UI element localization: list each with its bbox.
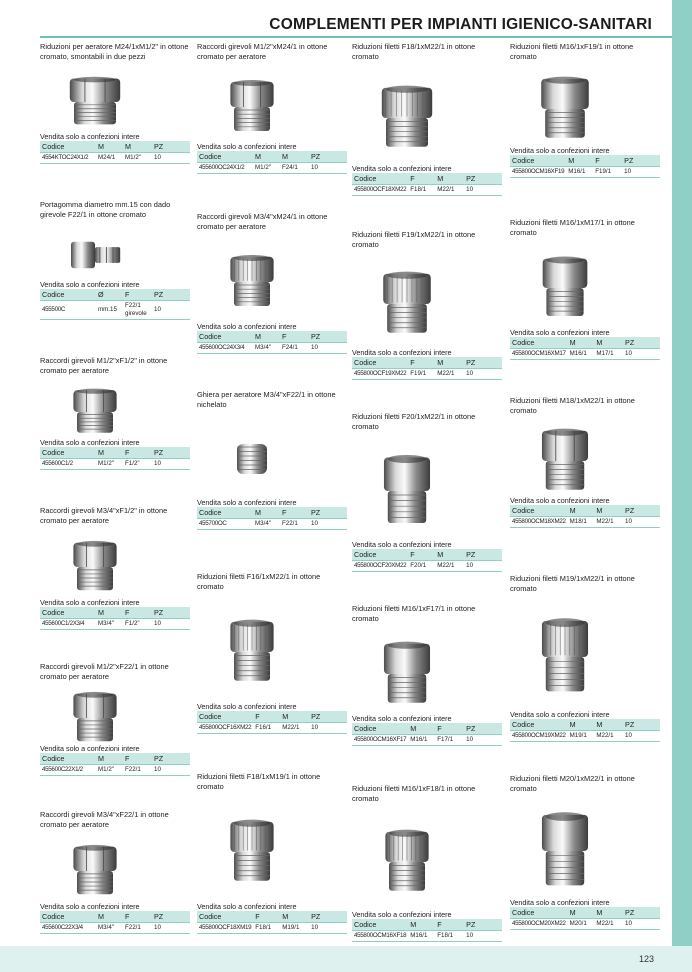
- sold-in-full-packs-label: Vendita solo a confezioni intere: [40, 744, 140, 753]
- spec-value-cell: M22/1: [435, 561, 464, 572]
- spec-header-cell: M: [594, 719, 623, 731]
- spec-header-cell: F: [408, 173, 435, 185]
- spec-table: [510, 719, 660, 742]
- product-name: Raccordi girevoli M3/4"xF1/2" in ottone cromato per aeratore: [40, 506, 168, 525]
- spec-header-cell: F: [123, 289, 152, 301]
- fitting-photo: [222, 816, 282, 888]
- fitting-photo: [533, 808, 597, 894]
- spec-value-cell: M3/4": [96, 923, 123, 934]
- spec-value-cell: F22/1: [280, 519, 309, 530]
- spec-header-cell: M: [96, 141, 123, 153]
- spec-value-cell: M22/1: [280, 723, 309, 734]
- spec-header-cell: Codice: [510, 505, 568, 517]
- spec-header-cell: M: [96, 911, 123, 923]
- fitting-photo: [374, 268, 440, 340]
- spec-value-cell: 10: [309, 519, 347, 530]
- spec-header-cell: Codice: [352, 173, 408, 185]
- spec-header-cell: F: [435, 723, 464, 735]
- spec-table: [197, 507, 347, 530]
- spec-header-cell: M: [566, 155, 593, 167]
- product-card: [197, 390, 347, 530]
- spec-header-cell: F: [123, 607, 152, 619]
- spec-header-cell: PZ: [152, 289, 190, 301]
- spec-value-cell: M22/1: [594, 919, 623, 930]
- spec-header-cell: Codice: [197, 711, 253, 723]
- spec-value-cell: M1/2": [96, 459, 123, 470]
- spec-table: [197, 711, 347, 734]
- spec-value-cell: M16/1: [566, 167, 593, 178]
- spec-header-cell: M: [96, 607, 123, 619]
- product-code: 455800OCF18XM19: [197, 923, 253, 934]
- spec-header-cell: F: [253, 711, 280, 723]
- fitting-photo: [60, 74, 130, 130]
- sold-in-full-packs-label: Vendita solo a confezioni intere: [510, 146, 610, 155]
- spec-header-cell: PZ: [623, 907, 660, 919]
- spec-header-cell: M: [280, 151, 309, 163]
- sold-in-full-packs-label: Vendita solo a confezioni intere: [352, 714, 452, 723]
- sold-in-full-packs-label: Vendita solo a confezioni intere: [510, 898, 610, 907]
- product-name: Riduzioni filetti F19/1xM22/1 in ottone cromato: [352, 230, 476, 249]
- sold-in-full-packs-label: Vendita solo a confezioni intere: [352, 348, 452, 357]
- spec-value-cell: F20/1: [408, 561, 435, 572]
- spec-header-cell: PZ: [152, 447, 190, 459]
- product-code: 455600C1/2X3/4: [40, 619, 96, 630]
- spec-value-cell: M1/2": [253, 163, 280, 174]
- product-card: [352, 42, 502, 196]
- product-code: 455800OCM16XF19: [510, 167, 566, 178]
- spec-header-cell: PZ: [152, 753, 190, 765]
- spec-value-cell: 10: [309, 343, 347, 354]
- product-code: 455600C22X3/4: [40, 923, 96, 934]
- spec-header-cell: M: [253, 331, 280, 343]
- spec-value-cell: M22/1: [435, 185, 464, 196]
- sold-in-full-packs-label: Vendita solo a confezioni intere: [510, 710, 610, 719]
- product-card: [40, 810, 190, 934]
- spec-header-cell: Codice: [510, 907, 568, 919]
- product-name: Riduzioni filetti F18/1xM19/1 in ottone cromato: [197, 772, 321, 791]
- sold-in-full-packs-label: Vendita solo a confezioni intere: [352, 164, 452, 173]
- spec-value-cell: 10: [623, 731, 660, 742]
- spec-header-cell: Codice: [352, 357, 408, 369]
- spec-value-cell: M24/1: [96, 153, 123, 164]
- side-color-band: [672, 0, 692, 972]
- spec-value-cell: 10: [309, 923, 347, 934]
- product-name: Riduzioni filetti M16/1xF19/1 in ottone cromato: [510, 42, 634, 61]
- spec-value-cell: M19/1: [280, 923, 309, 934]
- spec-value-cell: M20/1: [568, 919, 595, 930]
- spec-header-cell: Codice: [40, 447, 96, 459]
- product-name: Riduzioni per aeratore M24/1xM1/2" in ottone cromato, smontabili in due pezzi: [40, 42, 189, 61]
- sold-in-full-packs-label: Vendita solo a confezioni intere: [197, 322, 297, 331]
- spec-value-cell: M19/1: [568, 731, 595, 742]
- product-card: [352, 784, 502, 942]
- spec-header-cell: Codice: [352, 549, 408, 561]
- spec-header-cell: M: [594, 337, 623, 349]
- sold-in-full-packs-label: Vendita solo a confezioni intere: [40, 598, 140, 607]
- spec-header-cell: Codice: [40, 607, 96, 619]
- spec-table: [352, 549, 502, 572]
- spec-header-cell: PZ: [464, 357, 502, 369]
- spec-header-cell: Codice: [40, 141, 96, 153]
- spec-value-cell: 10: [622, 167, 660, 178]
- spec-table: [510, 155, 660, 178]
- product-code: 455700OC: [197, 519, 253, 530]
- spec-value-cell: 10: [152, 153, 190, 164]
- spec-value-cell: F24/1: [280, 343, 309, 354]
- fitting-photo: [532, 73, 598, 145]
- fitting-photo: [65, 386, 125, 438]
- sold-in-full-packs-label: Vendita solo a confezioni intere: [352, 540, 452, 549]
- spec-header-cell: Codice: [197, 331, 253, 343]
- fitting-photo: [222, 616, 282, 688]
- spec-table: [40, 753, 190, 776]
- spec-table: [40, 607, 190, 630]
- spec-header-cell: F: [123, 753, 152, 765]
- spec-table: [352, 173, 502, 196]
- sold-in-full-packs-label: Vendita solo a confezioni intere: [40, 280, 140, 289]
- fitting-photo: [65, 538, 125, 596]
- spec-table: [352, 357, 502, 380]
- product-card: [197, 772, 347, 934]
- product-card: [40, 356, 190, 470]
- product-name: Riduzioni filetti F18/1xM22/1 in ottone cromato: [352, 42, 476, 61]
- spec-header-cell: PZ: [309, 331, 347, 343]
- spec-header-cell: Codice: [197, 507, 253, 519]
- spec-header-cell: F: [408, 549, 435, 561]
- spec-value-cell: 10: [309, 163, 347, 174]
- sold-in-full-packs-label: Vendita solo a confezioni intere: [197, 702, 297, 711]
- spec-header-cell: F: [123, 447, 152, 459]
- spec-value-cell: 10: [464, 931, 502, 942]
- spec-header-cell: M: [435, 357, 464, 369]
- product-card: [197, 42, 347, 174]
- product-card: [510, 774, 660, 930]
- spec-value-cell: F17/1: [435, 735, 464, 746]
- spec-table: [510, 907, 660, 930]
- product-name: Raccordi girevoli M3/4"xM24/1 in ottone cromato per aeratore: [197, 212, 328, 231]
- spec-header-cell: M: [280, 711, 309, 723]
- spec-header-cell: Ø: [96, 289, 123, 301]
- spec-value-cell: F22/1: [123, 923, 152, 934]
- spec-table: [40, 447, 190, 470]
- spec-header-cell: M: [280, 911, 309, 923]
- spec-header-cell: Codice: [40, 753, 96, 765]
- product-card: [510, 218, 660, 360]
- fitting-photo: [533, 425, 597, 497]
- spec-table: [352, 919, 502, 942]
- spec-value-cell: mm.15: [96, 301, 123, 320]
- spec-header-cell: F: [435, 919, 464, 931]
- spec-table: [510, 337, 660, 360]
- bottom-color-band: [0, 946, 692, 972]
- spec-value-cell: 10: [309, 723, 347, 734]
- spec-header-cell: PZ: [152, 911, 190, 923]
- spec-header-cell: M: [253, 151, 280, 163]
- spec-value-cell: F16/1: [253, 723, 280, 734]
- product-card: [40, 506, 190, 630]
- fitting-photo: [227, 429, 277, 489]
- spec-header-cell: PZ: [309, 911, 347, 923]
- page-number: 123: [638, 954, 654, 964]
- spec-value-cell: M22/1: [594, 517, 623, 528]
- spec-value-cell: F24/1: [280, 163, 309, 174]
- product-name: Raccordi girevoli M1/2"xM24/1 in ottone cromato per aeratore: [197, 42, 328, 61]
- spec-header-cell: Codice: [510, 155, 566, 167]
- sold-in-full-packs-label: Vendita solo a confezioni intere: [352, 910, 452, 919]
- spec-header-cell: Codice: [510, 719, 568, 731]
- spec-header-cell: M: [594, 505, 623, 517]
- spec-header-cell: M: [568, 505, 595, 517]
- spec-value-cell: 10: [464, 735, 502, 746]
- spec-header-cell: M: [408, 919, 435, 931]
- product-code: 455800OCM16XF18: [352, 931, 408, 942]
- spec-value-cell: F22/1: [123, 765, 152, 776]
- sold-in-full-packs-label: Vendita solo a confezioni intere: [197, 142, 297, 151]
- spec-value-cell: 10: [152, 923, 190, 934]
- spec-value-cell: M3/4": [96, 619, 123, 630]
- spec-value-cell: M16/1: [568, 349, 595, 360]
- product-card: [352, 604, 502, 746]
- product-card: [40, 200, 190, 320]
- spec-header-cell: Codice: [40, 911, 96, 923]
- spec-header-cell: PZ: [464, 173, 502, 185]
- product-name: Raccordi girevoli M3/4"xF22/1 in ottone cromato per aeratore: [40, 810, 169, 829]
- product-code: 455800OCM16XM17: [510, 349, 568, 360]
- spec-table: [197, 151, 347, 174]
- spec-header-cell: F: [280, 331, 309, 343]
- product-card: [197, 212, 347, 354]
- product-name: Riduzioni filetti M18/1xM22/1 in ottone cromato: [510, 396, 635, 415]
- fitting-photo: [377, 826, 437, 898]
- product-name: Ghiera per aeratore M3/4"xF22/1 in ottone nichelato: [197, 390, 336, 409]
- product-name: Raccordi girevoli M1/2"xF22/1 in ottone cromato per aeratore: [40, 662, 169, 681]
- sold-in-full-packs-label: Vendita solo a confezioni intere: [40, 438, 140, 447]
- spec-value-cell: M16/1: [408, 735, 435, 746]
- product-code: 455800OCF20XM22: [352, 561, 408, 572]
- product-card: [352, 230, 502, 380]
- spec-value-cell: 10: [152, 301, 190, 320]
- product-card: [40, 662, 190, 776]
- product-code: 455600C22X1/2: [40, 765, 96, 776]
- spec-header-cell: PZ: [464, 549, 502, 561]
- spec-header-cell: M: [594, 907, 623, 919]
- spec-value-cell: 10: [152, 459, 190, 470]
- spec-header-cell: M: [96, 753, 123, 765]
- spec-value-cell: F18/1: [435, 931, 464, 942]
- product-code: 455800OCM16XF17: [352, 735, 408, 746]
- spec-header-cell: F: [408, 357, 435, 369]
- spec-value-cell: F19/1: [408, 369, 435, 380]
- spec-value-cell: M3/4": [253, 343, 280, 354]
- spec-header-cell: F: [253, 911, 280, 923]
- spec-header-cell: M: [96, 447, 123, 459]
- spec-value-cell: 10: [152, 765, 190, 776]
- spec-value-cell: M3/4": [253, 519, 280, 530]
- sold-in-full-packs-label: Vendita solo a confezioni intere: [197, 902, 297, 911]
- spec-value-cell: 10: [623, 517, 660, 528]
- spec-table: [40, 289, 190, 320]
- spec-value-cell: F22/1 girevole: [123, 301, 152, 320]
- spec-header-cell: PZ: [152, 141, 190, 153]
- sold-in-full-packs-label: Vendita solo a confezioni intere: [40, 132, 140, 141]
- spec-value-cell: M16/1: [408, 931, 435, 942]
- product-code: 455500C: [40, 301, 96, 320]
- fitting-photo: [222, 252, 282, 312]
- spec-value-cell: F1/2": [123, 619, 152, 630]
- spec-header-cell: M: [568, 907, 595, 919]
- product-code: 455800OCM20XM22: [510, 919, 568, 930]
- spec-value-cell: 10: [464, 561, 502, 572]
- fitting-photo: [375, 451, 439, 531]
- spec-header-cell: PZ: [309, 151, 347, 163]
- spec-header-cell: F: [123, 911, 152, 923]
- spec-header-cell: M: [253, 507, 280, 519]
- sold-in-full-packs-label: Vendita solo a confezioni intere: [40, 902, 140, 911]
- spec-table: [352, 723, 502, 746]
- fitting-photo: [375, 638, 439, 710]
- fitting-photo: [534, 253, 596, 323]
- spec-value-cell: M22/1: [435, 369, 464, 380]
- fitting-photo: [372, 82, 442, 154]
- spec-header-cell: F: [280, 507, 309, 519]
- product-name: Raccordi girevoli M1/2"xF1/2" in ottone cromato per aeratore: [40, 356, 168, 375]
- product-card: [510, 396, 660, 528]
- title-divider: [40, 36, 672, 38]
- product-card: [197, 572, 347, 734]
- spec-value-cell: M1/2": [96, 765, 123, 776]
- spec-header-cell: M: [568, 337, 595, 349]
- sold-in-full-packs-label: Vendita solo a confezioni intere: [510, 496, 610, 505]
- spec-header-cell: M: [435, 549, 464, 561]
- spec-value-cell: F19/1: [593, 167, 622, 178]
- product-code: 455800OCM18XM22: [510, 517, 568, 528]
- product-name: Riduzioni filetti M16/1xF18/1 in ottone cromato: [352, 784, 476, 803]
- fitting-photo: [222, 77, 282, 137]
- product-name: Portagomma diametro mm.15 con dado girevole F22/1 in ottone cromato: [40, 200, 171, 219]
- product-name: Riduzioni filetti M20/1xM22/1 in ottone cromato: [510, 774, 635, 793]
- product-name: Riduzioni filetti M19/1xM22/1 in ottone cromato: [510, 574, 635, 593]
- spec-header-cell: PZ: [309, 711, 347, 723]
- product-code: 455600OC24X3/4: [197, 343, 253, 354]
- spec-header-cell: Codice: [197, 151, 253, 163]
- spec-header-cell: PZ: [623, 505, 660, 517]
- spec-header-cell: Codice: [352, 919, 408, 931]
- spec-header-cell: PZ: [152, 607, 190, 619]
- fitting-photo: [65, 233, 125, 277]
- spec-value-cell: 10: [464, 185, 502, 196]
- product-name: Riduzioni filetti M16/1xM17/1 in ottone cromato: [510, 218, 635, 237]
- spec-header-cell: M: [408, 723, 435, 735]
- product-code: 4554KTOC24X1/2: [40, 153, 96, 164]
- spec-value-cell: M22/1: [594, 731, 623, 742]
- spec-header-cell: Codice: [510, 337, 568, 349]
- spec-header-cell: Codice: [352, 723, 408, 735]
- spec-value-cell: 10: [623, 349, 660, 360]
- spec-table: [510, 505, 660, 528]
- spec-value-cell: M17/1: [594, 349, 623, 360]
- product-card: [510, 42, 660, 178]
- product-code: 455800OCM19XM22: [510, 731, 568, 742]
- spec-table: [197, 911, 347, 934]
- page-title: COMPLEMENTI PER IMPIANTI IGIENICO-SANITARI: [269, 16, 652, 33]
- spec-header-cell: PZ: [464, 723, 502, 735]
- fitting-photo: [533, 614, 597, 700]
- fitting-photo: [65, 842, 125, 900]
- product-code: 455800OCF16XM22: [197, 723, 253, 734]
- spec-header-cell: M: [123, 141, 152, 153]
- product-card: [510, 574, 660, 742]
- sold-in-full-packs-label: Vendita solo a confezioni intere: [197, 498, 297, 507]
- spec-header-cell: PZ: [309, 507, 347, 519]
- product-name: Riduzioni filetti M16/1xF17/1 in ottone cromato: [352, 604, 476, 623]
- product-name: Riduzioni filetti F16/1xM22/1 in ottone cromato: [197, 572, 321, 591]
- spec-value-cell: M1/2": [123, 153, 152, 164]
- product-name: Riduzioni filetti F20/1xM22/1 in ottone cromato: [352, 412, 476, 431]
- spec-header-cell: PZ: [623, 719, 660, 731]
- spec-value-cell: 10: [152, 619, 190, 630]
- spec-header-cell: Codice: [197, 911, 253, 923]
- product-code: 455600OC24X1/2: [197, 163, 253, 174]
- spec-value-cell: M18/1: [568, 517, 595, 528]
- product-code: 455800OCF18XM22: [352, 185, 408, 196]
- spec-table: [40, 911, 190, 934]
- spec-header-cell: Codice: [40, 289, 96, 301]
- spec-header-cell: F: [593, 155, 622, 167]
- sold-in-full-packs-label: Vendita solo a confezioni intere: [510, 328, 610, 337]
- spec-value-cell: 10: [464, 369, 502, 380]
- spec-table: [197, 331, 347, 354]
- spec-value-cell: F18/1: [408, 185, 435, 196]
- product-code: 455600C1/2: [40, 459, 96, 470]
- product-card: [352, 412, 502, 572]
- product-card: [40, 42, 190, 164]
- spec-header-cell: M: [568, 719, 595, 731]
- spec-value-cell: F18/1: [253, 923, 280, 934]
- spec-table: [40, 141, 190, 164]
- spec-header-cell: M: [435, 173, 464, 185]
- fitting-photo: [65, 689, 125, 747]
- spec-header-cell: PZ: [464, 919, 502, 931]
- spec-header-cell: PZ: [623, 337, 660, 349]
- spec-header-cell: PZ: [622, 155, 660, 167]
- product-code: 455800OCF19XM22: [352, 369, 408, 380]
- spec-value-cell: 10: [623, 919, 660, 930]
- spec-value-cell: F1/2": [123, 459, 152, 470]
